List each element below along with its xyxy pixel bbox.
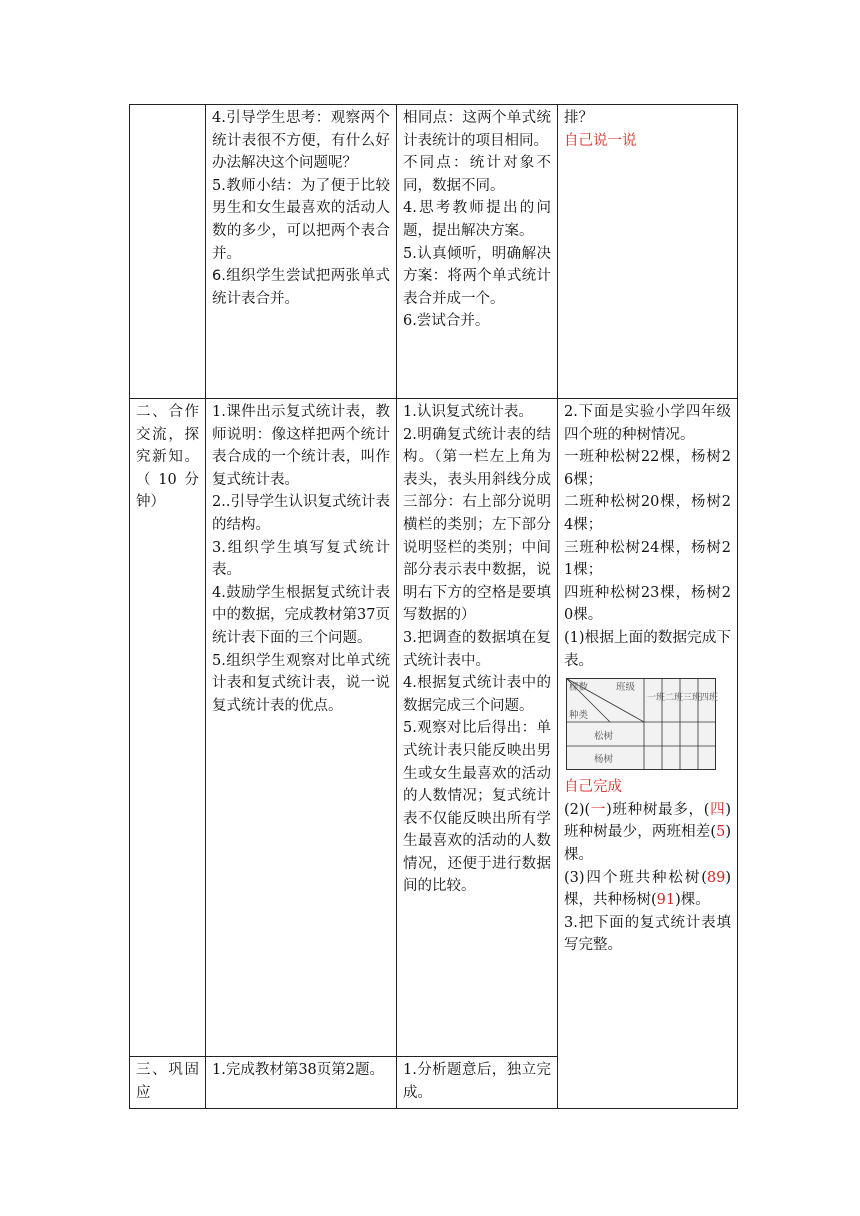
list-item: 相同点：这两个单式统计表统计的项目相同。 bbox=[403, 110, 551, 149]
mini-row-1: 松树 bbox=[594, 731, 614, 743]
teacher-activity-cell bbox=[206, 399, 397, 1057]
student-activity-cell bbox=[397, 399, 558, 1057]
stage-cell bbox=[130, 105, 206, 399]
answer: 89 bbox=[706, 869, 726, 886]
list-item: 5.观察对比后得出：单式统计表只能反映出男生或女生最喜欢的活动的人数情况；复式统计表不仅能反映出所有学生最喜欢的活动的人数情况，还便于进行数据间的比较。 bbox=[403, 720, 551, 895]
mini-row-2: 杨树 bbox=[594, 754, 614, 766]
student-activity-cell bbox=[397, 105, 558, 399]
list-item: 1.完成教材第38页第2题。 bbox=[212, 1062, 385, 1078]
list-item: 5.组织学生观察对比单式统计表和复式统计表，说一说复式统计表的优点。 bbox=[212, 652, 390, 714]
answer: 5 bbox=[716, 824, 726, 841]
teacher-activity-cell bbox=[206, 1057, 397, 1109]
red-note: 自己完成 bbox=[564, 779, 622, 796]
list-item: (1)根据上面的数据完成下表。 bbox=[564, 629, 731, 669]
question-4: 3.把下面的复式统计表填写完整。 bbox=[564, 914, 731, 954]
teacher-activity-cell bbox=[206, 105, 397, 399]
list-item: 4.根据复式统计表中的数据完成三个问题。 bbox=[403, 675, 551, 714]
list-item: 4.思考教师提出的问题，提出解决方案。 bbox=[403, 200, 551, 239]
stage-cell: 二、合作交流，探究新知。（10分钟） bbox=[130, 399, 206, 1057]
question-3: (3)四个班共种松树(89)棵，共种杨树(91)棵。 bbox=[564, 869, 731, 909]
list-item: 二班种松树20棵，杨树24棵； bbox=[564, 494, 731, 533]
mini-header-top: 班级 bbox=[616, 682, 636, 694]
mini-col-1: 一班 bbox=[647, 693, 666, 704]
list-item: 不同点：统计对象不同，数据不同。 bbox=[403, 155, 551, 194]
list-item: 5.教师小结：为了便于比较男生和女生最喜欢的活动人数的多少，可以把两个表合并。 bbox=[212, 177, 390, 262]
list-item: 1.课件出示复式统计表，教师说明：像这样把两个统计表合成的一个统计表，叫作复式统计表。 bbox=[212, 404, 390, 488]
list-item: 四班种松树23棵，杨树20棵。 bbox=[564, 584, 731, 624]
answer: 91 bbox=[656, 892, 676, 909]
list-item: 6.尝试合并。 bbox=[403, 313, 490, 330]
list-item: 2.下面是实验小学四年级四个班的种树情况。 bbox=[564, 404, 731, 443]
list-item: 4.鼓励学生根据复式统计表中的数据，完成教材第37页统计表下面的三个问题。 bbox=[212, 584, 390, 646]
list-item: 5.认真倾听，明确解决方案：将两个单式统计表合并成一个。 bbox=[403, 245, 551, 307]
table-row bbox=[130, 105, 738, 399]
list-item: 一班种松树22棵，杨树26棵； bbox=[564, 449, 731, 488]
student-activity-cell bbox=[397, 1057, 558, 1109]
practice-cell bbox=[558, 399, 738, 1109]
list-item: 3.把调查的数据填在复式统计表中。 bbox=[403, 629, 551, 669]
answer: 四 bbox=[709, 801, 726, 818]
practice-cell bbox=[558, 105, 738, 399]
mini-col-3: 三班 bbox=[683, 693, 702, 704]
list-item: 三班种松树24棵，杨树21棵； bbox=[564, 539, 731, 579]
mini-header-bottom: 种类 bbox=[569, 710, 589, 722]
tree-planting-table-image bbox=[566, 678, 731, 770]
lesson-plan-table bbox=[129, 104, 738, 1109]
red-note: 自己说一说 bbox=[564, 132, 637, 149]
list-item: 排？ bbox=[564, 110, 593, 126]
list-item: 3.组织学生填写复式统计表。 bbox=[212, 539, 390, 579]
list-item: 2..引导学生认识复式统计表的结构。 bbox=[212, 494, 390, 533]
question-2: (2)(一)班种树最多，(四)班种树最少，两班相差(5)棵。 bbox=[564, 801, 731, 863]
table-row bbox=[130, 399, 738, 1057]
stage-cell: 三、巩固应 bbox=[130, 1057, 206, 1109]
list-item: 2.明确复式统计表的结构。（第一栏左上角为表头，表头用斜线分成三部分：右上部分说明横栏的类别；左下部分说明竖栏的类别；中间部分表示表中数据，说明右下方的空格是要填写数据的） bbox=[403, 426, 551, 624]
list-item: 1.分析题意后，独立完成。 bbox=[403, 1062, 551, 1101]
mini-col-4: 四班 bbox=[700, 693, 719, 704]
mini-col-2: 二班 bbox=[665, 693, 684, 704]
list-item: 6.组织学生尝试把两张单式统计表合并。 bbox=[212, 268, 390, 307]
answer: 一 bbox=[590, 801, 607, 818]
mini-header-mid: 棵数 bbox=[569, 682, 589, 694]
list-item: 1.认识复式统计表。 bbox=[403, 404, 533, 420]
list-item: 4.引导学生思考：观察两个统计表很不方便，有什么好办法解决这个问题呢？ bbox=[212, 110, 390, 172]
